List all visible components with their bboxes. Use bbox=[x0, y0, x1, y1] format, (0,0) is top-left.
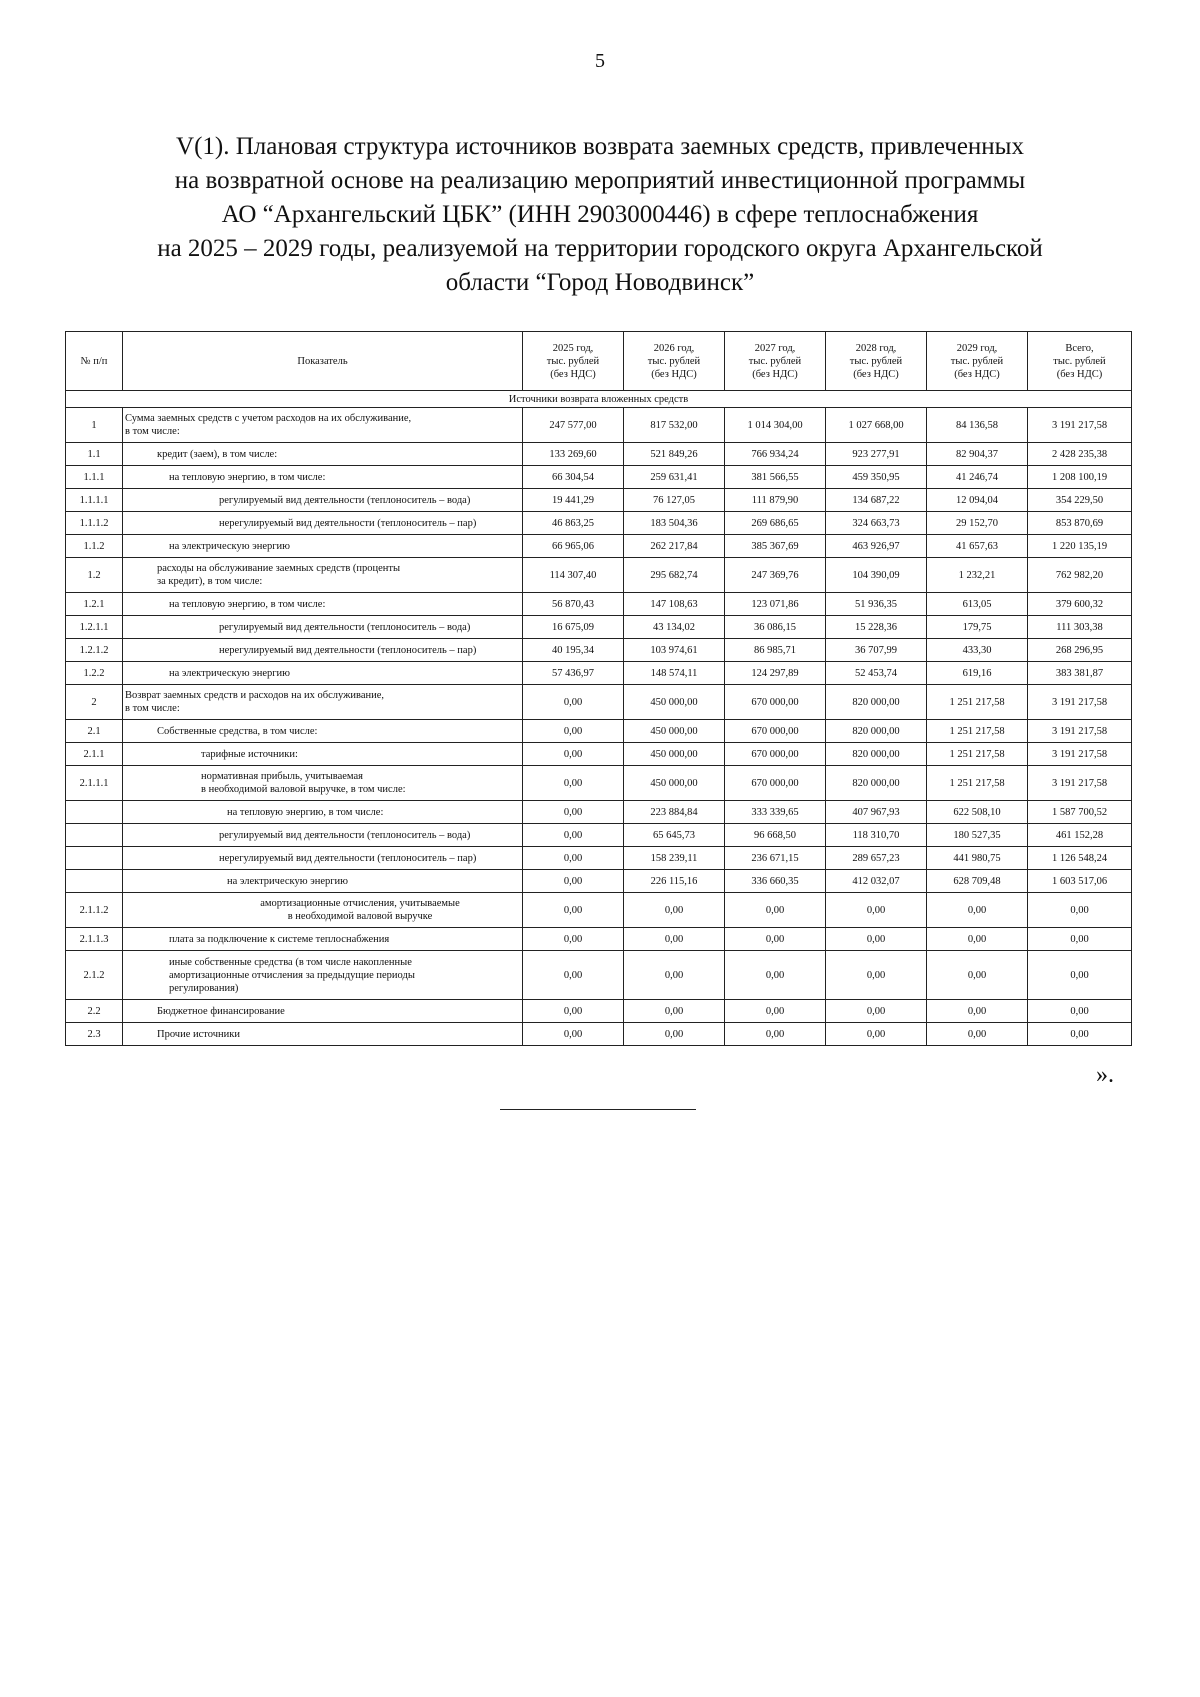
value-2025: 66 304,54 bbox=[523, 466, 624, 489]
value-total: 3 191 217,58 bbox=[1028, 720, 1132, 743]
value-2026: 521 849,26 bbox=[624, 443, 725, 466]
value-2027: 670 000,00 bbox=[725, 766, 826, 801]
value-2028: 412 032,07 bbox=[826, 870, 927, 893]
value-total: 0,00 bbox=[1028, 1023, 1132, 1046]
value-2027: 123 071,86 bbox=[725, 593, 826, 616]
value-2029: 1 251 217,58 bbox=[927, 743, 1028, 766]
value-2027: 0,00 bbox=[725, 951, 826, 1000]
table-row bbox=[66, 720, 1132, 743]
value-2029: 179,75 bbox=[927, 616, 1028, 639]
value-2025: 0,00 bbox=[523, 743, 624, 766]
value-2028: 0,00 bbox=[826, 1000, 927, 1023]
row-number: 2.1.2 bbox=[66, 951, 123, 1000]
row-indicator-name: Возврат заемных средств и расходов на их обслуживание, в том числе: bbox=[123, 685, 523, 720]
table-row bbox=[66, 1023, 1132, 1046]
value-total: 0,00 bbox=[1028, 1000, 1132, 1023]
value-2027: 269 686,65 bbox=[725, 512, 826, 535]
table-row bbox=[66, 824, 1132, 847]
row-number: 2.1.1.1 bbox=[66, 766, 123, 801]
value-2025: 57 436,97 bbox=[523, 662, 624, 685]
row-indicator-name: на электрическую энергию bbox=[123, 535, 523, 558]
divider-line bbox=[500, 1109, 696, 1110]
value-2027: 670 000,00 bbox=[725, 743, 826, 766]
value-2026: 0,00 bbox=[624, 928, 725, 951]
value-2029: 433,30 bbox=[927, 639, 1028, 662]
value-2028: 407 967,93 bbox=[826, 801, 927, 824]
value-2029: 1 251 217,58 bbox=[927, 685, 1028, 720]
value-2028: 820 000,00 bbox=[826, 685, 927, 720]
value-2028: 820 000,00 bbox=[826, 766, 927, 801]
header-indicator: Показатель bbox=[123, 332, 523, 391]
row-number: 2.1.1 bbox=[66, 743, 123, 766]
table-row bbox=[66, 593, 1132, 616]
table-row bbox=[66, 847, 1132, 870]
value-2029: 29 152,70 bbox=[927, 512, 1028, 535]
value-2026: 450 000,00 bbox=[624, 685, 725, 720]
value-total: 354 229,50 bbox=[1028, 489, 1132, 512]
value-2025: 0,00 bbox=[523, 893, 624, 928]
header-year-2028: 2028 год, тыс. рублей (без НДС) bbox=[826, 332, 927, 391]
value-2028: 15 228,36 bbox=[826, 616, 927, 639]
value-2026: 103 974,61 bbox=[624, 639, 725, 662]
row-indicator-name: расходы на обслуживание заемных средств (проценты за кредит), в том числе: bbox=[123, 558, 523, 593]
value-2028: 463 926,97 bbox=[826, 535, 927, 558]
title-line: на возвратной основе на реализацию мероприятий инвестиционной программы bbox=[174, 167, 1026, 194]
table-row bbox=[66, 870, 1132, 893]
value-total: 0,00 bbox=[1028, 928, 1132, 951]
row-number: 1.1.1.1 bbox=[66, 489, 123, 512]
row-indicator-name: на электрическую энергию bbox=[123, 662, 523, 685]
value-2028: 134 687,22 bbox=[826, 489, 927, 512]
value-2025: 0,00 bbox=[523, 1023, 624, 1046]
value-2027: 111 879,90 bbox=[725, 489, 826, 512]
value-2029: 12 094,04 bbox=[927, 489, 1028, 512]
value-2027: 0,00 bbox=[725, 928, 826, 951]
value-2027: 36 086,15 bbox=[725, 616, 826, 639]
title-line: АО “Архангельский ЦБК” (ИНН 2903000446) в сфере теплоснабжения bbox=[221, 201, 979, 228]
value-2026: 183 504,36 bbox=[624, 512, 725, 535]
value-2029: 1 251 217,58 bbox=[927, 766, 1028, 801]
value-2025: 46 863,25 bbox=[523, 512, 624, 535]
value-2026: 148 574,11 bbox=[624, 662, 725, 685]
value-2026: 817 532,00 bbox=[624, 408, 725, 443]
section-title: Источники возврата вложенных средств bbox=[66, 391, 1132, 408]
row-number bbox=[66, 824, 123, 847]
row-indicator-name: нерегулируемый вид деятельности (теплоноситель – пар) bbox=[123, 847, 523, 870]
value-2025: 19 441,29 bbox=[523, 489, 624, 512]
value-total: 1 220 135,19 bbox=[1028, 535, 1132, 558]
value-2029: 619,16 bbox=[927, 662, 1028, 685]
row-indicator-name: Сумма заемных средств с учетом расходов на их обслуживание, в том числе: bbox=[123, 408, 523, 443]
header-year-2026: 2026 год, тыс. рублей (без НДС) bbox=[624, 332, 725, 391]
row-indicator-name: на тепловую энергию, в том числе: bbox=[123, 801, 523, 824]
value-total: 461 152,28 bbox=[1028, 824, 1132, 847]
value-total: 3 191 217,58 bbox=[1028, 766, 1132, 801]
value-2028: 0,00 bbox=[826, 928, 927, 951]
row-indicator-name: кредит (заем), в том числе: bbox=[123, 443, 523, 466]
value-2027: 670 000,00 bbox=[725, 720, 826, 743]
value-2027: 247 369,76 bbox=[725, 558, 826, 593]
value-2025: 0,00 bbox=[523, 824, 624, 847]
value-2028: 0,00 bbox=[826, 1023, 927, 1046]
row-indicator-name: нормативная прибыль, учитываемая в необходимой валовой выручке, в том числе: bbox=[123, 766, 523, 801]
value-2025: 56 870,43 bbox=[523, 593, 624, 616]
value-2025: 40 195,34 bbox=[523, 639, 624, 662]
value-2025: 0,00 bbox=[523, 766, 624, 801]
row-number bbox=[66, 847, 123, 870]
value-2027: 333 339,65 bbox=[725, 801, 826, 824]
row-indicator-name: тарифные источники: bbox=[123, 743, 523, 766]
value-2027: 86 985,71 bbox=[725, 639, 826, 662]
value-2027: 381 566,55 bbox=[725, 466, 826, 489]
value-2027: 124 297,89 bbox=[725, 662, 826, 685]
table-row bbox=[66, 443, 1132, 466]
value-2026: 0,00 bbox=[624, 1000, 725, 1023]
row-number: 1.2 bbox=[66, 558, 123, 593]
value-2028: 0,00 bbox=[826, 951, 927, 1000]
header-total: Всего, тыс. рублей (без НДС) bbox=[1028, 332, 1132, 391]
table-row bbox=[66, 466, 1132, 489]
value-total: 1 126 548,24 bbox=[1028, 847, 1132, 870]
value-2027: 336 660,35 bbox=[725, 870, 826, 893]
value-2026: 450 000,00 bbox=[624, 743, 725, 766]
value-2028: 820 000,00 bbox=[826, 743, 927, 766]
value-2029: 441 980,75 bbox=[927, 847, 1028, 870]
row-number: 2.1 bbox=[66, 720, 123, 743]
value-2026: 76 127,05 bbox=[624, 489, 725, 512]
table-row bbox=[66, 893, 1132, 928]
value-2025: 0,00 bbox=[523, 801, 624, 824]
value-2028: 324 663,73 bbox=[826, 512, 927, 535]
table-row bbox=[66, 928, 1132, 951]
value-2026: 0,00 bbox=[624, 951, 725, 1000]
value-total: 3 191 217,58 bbox=[1028, 743, 1132, 766]
value-2027: 1 014 304,00 bbox=[725, 408, 826, 443]
value-2026: 147 108,63 bbox=[624, 593, 725, 616]
section-header-row bbox=[66, 391, 1132, 408]
value-2027: 766 934,24 bbox=[725, 443, 826, 466]
row-number bbox=[66, 870, 123, 893]
value-total: 3 191 217,58 bbox=[1028, 685, 1132, 720]
table-header-row bbox=[66, 332, 1132, 391]
header-year-2025: 2025 год, тыс. рублей (без НДС) bbox=[523, 332, 624, 391]
value-2027: 670 000,00 bbox=[725, 685, 826, 720]
value-total: 268 296,95 bbox=[1028, 639, 1132, 662]
value-2029: 613,05 bbox=[927, 593, 1028, 616]
value-2028: 51 936,35 bbox=[826, 593, 927, 616]
value-total: 2 428 235,38 bbox=[1028, 443, 1132, 466]
row-indicator-name: нерегулируемый вид деятельности (теплоноситель – пар) bbox=[123, 512, 523, 535]
value-2028: 104 390,09 bbox=[826, 558, 927, 593]
value-2025: 0,00 bbox=[523, 685, 624, 720]
value-2027: 0,00 bbox=[725, 893, 826, 928]
row-number: 1.2.1.1 bbox=[66, 616, 123, 639]
value-total: 1 587 700,52 bbox=[1028, 801, 1132, 824]
header-number: № п/п bbox=[66, 332, 123, 391]
value-2026: 223 884,84 bbox=[624, 801, 725, 824]
row-number: 1.1.2 bbox=[66, 535, 123, 558]
closing-quote-mark: ». bbox=[1096, 1062, 1114, 1088]
value-2025: 66 965,06 bbox=[523, 535, 624, 558]
value-total: 111 303,38 bbox=[1028, 616, 1132, 639]
page-number: 5 bbox=[595, 50, 605, 72]
row-indicator-name: на тепловую энергию, в том числе: bbox=[123, 593, 523, 616]
table-row bbox=[66, 639, 1132, 662]
value-2029: 84 136,58 bbox=[927, 408, 1028, 443]
value-2025: 133 269,60 bbox=[523, 443, 624, 466]
value-2029: 1 232,21 bbox=[927, 558, 1028, 593]
value-2029: 0,00 bbox=[927, 893, 1028, 928]
row-indicator-name: Прочие источники bbox=[123, 1023, 523, 1046]
table-row bbox=[66, 489, 1132, 512]
row-indicator-name: Собственные средства, в том числе: bbox=[123, 720, 523, 743]
value-total: 383 381,87 bbox=[1028, 662, 1132, 685]
value-2025: 0,00 bbox=[523, 928, 624, 951]
table-row bbox=[66, 801, 1132, 824]
value-2025: 114 307,40 bbox=[523, 558, 624, 593]
table-row bbox=[66, 616, 1132, 639]
value-total: 1 603 517,06 bbox=[1028, 870, 1132, 893]
row-number: 1.2.1 bbox=[66, 593, 123, 616]
value-2026: 262 217,84 bbox=[624, 535, 725, 558]
value-total: 0,00 bbox=[1028, 951, 1132, 1000]
title-line: V(1). Плановая структура источников возврата заемных средств, привлеченных bbox=[176, 133, 1024, 160]
value-2025: 16 675,09 bbox=[523, 616, 624, 639]
value-2027: 0,00 bbox=[725, 1023, 826, 1046]
row-indicator-name: регулируемый вид деятельности (теплоноситель – вода) bbox=[123, 616, 523, 639]
table-row bbox=[66, 951, 1132, 1000]
value-2026: 65 645,73 bbox=[624, 824, 725, 847]
row-indicator-name: регулируемый вид деятельности (теплоноситель – вода) bbox=[123, 489, 523, 512]
value-total: 762 982,20 bbox=[1028, 558, 1132, 593]
value-2026: 0,00 bbox=[624, 893, 725, 928]
value-2028: 923 277,91 bbox=[826, 443, 927, 466]
value-2029: 0,00 bbox=[927, 928, 1028, 951]
row-number bbox=[66, 801, 123, 824]
value-total: 3 191 217,58 bbox=[1028, 408, 1132, 443]
row-number: 2.3 bbox=[66, 1023, 123, 1046]
value-total: 1 208 100,19 bbox=[1028, 466, 1132, 489]
table-row bbox=[66, 535, 1132, 558]
header-year-2027: 2027 год, тыс. рублей (без НДС) bbox=[725, 332, 826, 391]
value-2025: 247 577,00 bbox=[523, 408, 624, 443]
value-2029: 82 904,37 bbox=[927, 443, 1028, 466]
row-indicator-name: регулируемый вид деятельности (теплоноситель – вода) bbox=[123, 824, 523, 847]
row-number: 1 bbox=[66, 408, 123, 443]
row-number: 1.2.1.2 bbox=[66, 639, 123, 662]
document-title bbox=[70, 130, 1130, 300]
value-2029: 622 508,10 bbox=[927, 801, 1028, 824]
table-row bbox=[66, 662, 1132, 685]
row-indicator-name: амортизационные отчисления, учитываемые в необходимой валовой выручке bbox=[123, 893, 523, 928]
value-2029: 1 251 217,58 bbox=[927, 720, 1028, 743]
value-2028: 1 027 668,00 bbox=[826, 408, 927, 443]
table-row bbox=[66, 766, 1132, 801]
value-2027: 96 668,50 bbox=[725, 824, 826, 847]
value-2029: 628 709,48 bbox=[927, 870, 1028, 893]
value-2025: 0,00 bbox=[523, 951, 624, 1000]
value-2028: 820 000,00 bbox=[826, 720, 927, 743]
value-2026: 226 115,16 bbox=[624, 870, 725, 893]
value-2026: 43 134,02 bbox=[624, 616, 725, 639]
value-2029: 41 246,74 bbox=[927, 466, 1028, 489]
value-2027: 236 671,15 bbox=[725, 847, 826, 870]
row-number: 1.2.2 bbox=[66, 662, 123, 685]
title-line: на 2025 – 2029 годы, реализуемой на территории городского округа Архангельской bbox=[157, 235, 1043, 262]
value-2025: 0,00 bbox=[523, 870, 624, 893]
table-row bbox=[66, 408, 1132, 443]
row-number: 1.1.1 bbox=[66, 466, 123, 489]
value-2029: 180 527,35 bbox=[927, 824, 1028, 847]
value-2027: 385 367,69 bbox=[725, 535, 826, 558]
value-2028: 36 707,99 bbox=[826, 639, 927, 662]
value-total: 0,00 bbox=[1028, 893, 1132, 928]
value-2025: 0,00 bbox=[523, 720, 624, 743]
value-2028: 289 657,23 bbox=[826, 847, 927, 870]
value-2027: 0,00 bbox=[725, 1000, 826, 1023]
value-2026: 0,00 bbox=[624, 1023, 725, 1046]
row-indicator-name: плата за подключение к системе теплоснабжения bbox=[123, 928, 523, 951]
row-indicator-name: нерегулируемый вид деятельности (теплоноситель – пар) bbox=[123, 639, 523, 662]
value-2026: 450 000,00 bbox=[624, 766, 725, 801]
value-2029: 0,00 bbox=[927, 1023, 1028, 1046]
value-2026: 450 000,00 bbox=[624, 720, 725, 743]
row-number: 2.1.1.3 bbox=[66, 928, 123, 951]
value-2029: 0,00 bbox=[927, 951, 1028, 1000]
title-line: области “Город Новодвинск” bbox=[445, 269, 755, 296]
table-row bbox=[66, 743, 1132, 766]
row-number: 1.1.1.2 bbox=[66, 512, 123, 535]
row-indicator-name: на электрическую энергию bbox=[123, 870, 523, 893]
value-2029: 0,00 bbox=[927, 1000, 1028, 1023]
value-2026: 158 239,11 bbox=[624, 847, 725, 870]
row-indicator-name: иные собственные средства (в том числе накопленные амортизационные отчисления за предыдущие периоды регулирования) bbox=[123, 951, 523, 1000]
value-2028: 52 453,74 bbox=[826, 662, 927, 685]
row-number: 2.1.1.2 bbox=[66, 893, 123, 928]
value-2025: 0,00 bbox=[523, 1000, 624, 1023]
value-2028: 459 350,95 bbox=[826, 466, 927, 489]
value-total: 853 870,69 bbox=[1028, 512, 1132, 535]
row-number: 2 bbox=[66, 685, 123, 720]
header-year-2029: 2029 год, тыс. рублей (без НДС) bbox=[927, 332, 1028, 391]
value-2029: 41 657,63 bbox=[927, 535, 1028, 558]
value-2025: 0,00 bbox=[523, 847, 624, 870]
table-row bbox=[66, 1000, 1132, 1023]
row-indicator-name: Бюджетное финансирование bbox=[123, 1000, 523, 1023]
value-2028: 118 310,70 bbox=[826, 824, 927, 847]
value-2028: 0,00 bbox=[826, 893, 927, 928]
table-row bbox=[66, 558, 1132, 593]
row-number: 1.1 bbox=[66, 443, 123, 466]
row-number: 2.2 bbox=[66, 1000, 123, 1023]
row-indicator-name: на тепловую энергию, в том числе: bbox=[123, 466, 523, 489]
table-row bbox=[66, 685, 1132, 720]
table-row bbox=[66, 512, 1132, 535]
value-2026: 295 682,74 bbox=[624, 558, 725, 593]
value-2026: 259 631,41 bbox=[624, 466, 725, 489]
financing-sources-table bbox=[65, 331, 1132, 1046]
value-total: 379 600,32 bbox=[1028, 593, 1132, 616]
